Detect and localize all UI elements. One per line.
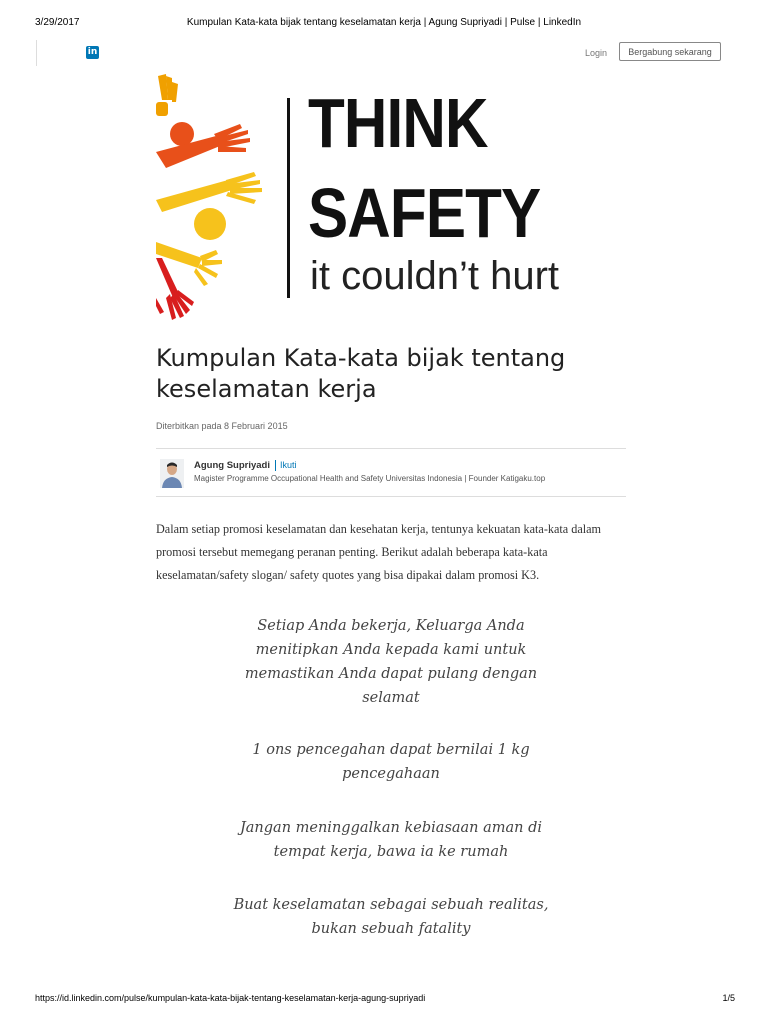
print-page-title: Kumpulan Kata-kata bijak tentang keselamatan kerja | Agung Supriyadi | Pulse | LinkedIn: [186, 17, 582, 28]
author-name[interactable]: Agung Supriyadi: [194, 460, 270, 471]
linkedin-logo-icon[interactable]: in: [87, 47, 98, 57]
hero-text-tagline: it couldn’t hurt: [310, 254, 560, 298]
divider: [156, 448, 626, 449]
author-headline: Magister Programme Occupational Health and Safety Universitas Indonesia | Founder Katigaku.top: [194, 474, 546, 483]
print-date: 3/29/2017: [35, 17, 80, 28]
print-page-number: 1/5: [722, 993, 735, 1003]
hero-divider-bar: [287, 98, 290, 298]
quote-3: Jangan meninggalkan kebiasaan aman di tempat kerja, bawa ia ke rumah: [239, 820, 543, 860]
quote-4: Buat keselamatan sebagai sebuah realitas, bukan sebuah fatality: [233, 897, 549, 937]
article-title: Kumpulan Kata-kata bijak tentang keselamatan kerja: [156, 344, 566, 403]
follow-separator: [275, 460, 276, 471]
login-link[interactable]: Login: [585, 48, 608, 58]
follow-button[interactable]: Ikuti: [280, 460, 297, 470]
article-intro-paragraph: Dalam setiap promosi keselamatan dan kesehatan kerja, tentunya kekuatan kata-kata dalam promosi tersebut memegang peranan penting. Berikut adalah beberapa kata-kata keselamatan/safety slogan/ safety quotes yang bisa dipakai dalam promosi K3.: [156, 522, 601, 582]
join-now-button[interactable]: Bergabung sekarang: [619, 42, 721, 61]
colorful-hands-icon: [156, 72, 296, 322]
divider: [156, 496, 626, 497]
person-avatar-icon: [160, 459, 184, 488]
quote-2: 1 ons pencegahan dapat bernilai 1 kg pencegahaan: [252, 742, 530, 782]
published-date: Diterbitkan pada 8 Februari 2015: [156, 421, 288, 431]
quote-1: Setiap Anda bekerja, Keluarga Anda menitipkan Anda kepada kami untuk memastikan Anda dapat pulang dengan selamat: [244, 618, 538, 706]
author-avatar[interactable]: [160, 459, 184, 488]
print-footer-url: https://id.linkedin.com/pulse/kumpulan-kata-kata-bijak-tentang-keselamatan-kerja-agung-supriyadi: [35, 993, 426, 1003]
hero-text-think: THINK: [308, 84, 488, 162]
nav-divider: [36, 40, 37, 66]
hero-text-safety: SAFETY: [308, 174, 541, 252]
print-header: [0, 0, 768, 30]
